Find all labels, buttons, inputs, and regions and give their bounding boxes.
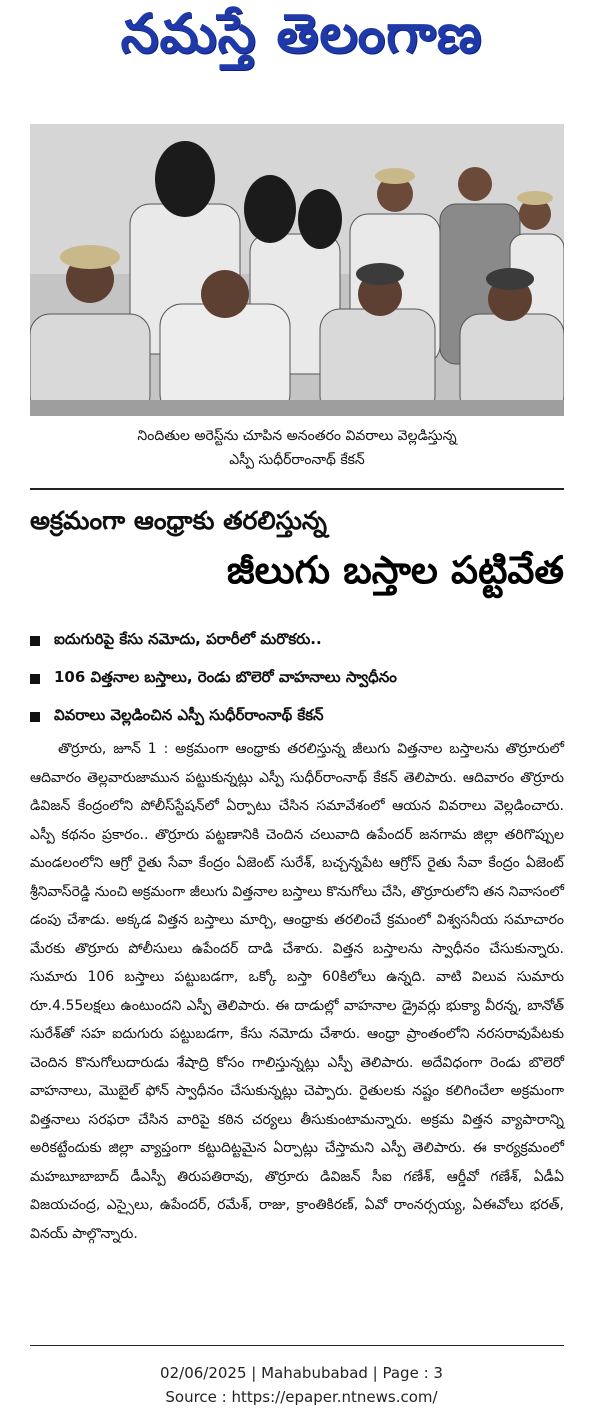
article-headline: జీలుగు బస్తాల పట్టివేత xyxy=(226,548,564,592)
footer-source: Source : https://epaper.ntnews.com/ xyxy=(165,1388,438,1406)
bullet-square-icon xyxy=(30,712,40,722)
masthead xyxy=(0,1,603,76)
highlight-text: 106 విత్తనాల బస్తాలు, రెండు బొలెరో వాహనాలు స్వాధీనం xyxy=(54,668,397,686)
news-photo xyxy=(30,124,564,416)
highlight-text: ఐదుగురిపై కేసు నమోదు, పరారీలో మరొకరు.. xyxy=(54,630,322,648)
highlight-text: వివరాలు వెల్లడించిన ఎస్పీ సుధీర్‌రాంనాథ్ కేకన్ xyxy=(54,706,324,724)
highlight-item xyxy=(30,698,564,736)
photo-caption-line-2: ఎస్పీ సుధీర్‌రాంనాథ్ కేకన్ xyxy=(229,452,365,468)
article-kicker: అక్రమంగా ఆంధ్రాకు తరలిస్తున్న xyxy=(30,506,327,535)
article-body: తొర్రూరు, జూన్ 1 : అక్రమంగా ఆంధ్రాకు తరలిస్తున్న జీలుగు విత్తనాల బస్తాలను తొర్రూరులో ఆదివారం తెల్లవారుజామున పట్టుకున్నట్లు ఎస్పీ సుధీర్‌రాంనాథ్ కేకన్ తెలిపారు. ఆదివారం తొర్రూరు డివిజన్ కేంద్రంలోని పోలీస్‌స్టేషన్‌లో ఏర్పాటు చేసిన సమావేశంలో ఆయన వివరాలు వెల్లడించారు. ఎస్పీ కథనం ప్రకారం.. తొర్రూరు పట్టణానికి చెందిన చలువాది ఉపేందర్ జనగామ జిల్లా తరిగొప్పుల మండలంలోని ఆగ్రో రైతు సేవా కేంద్రం ఏజెంట్ సురేశ్, బచ్చన్నపేట ఆగ్రోస్ రైతు సేవా కేంద్రం ఏజెంట్ శ్రీనివాస్‌రెడ్డి నుంచి అక్రమంగా జీలుగు విత్తనాల బస్తాలు కొనుగోలు చేసి, తొర్రూరులోని తన నివాసంలో డంపు చేశాడు. అక్కడ విత్తన బస్తాలు మార్చి, ఆంధ్రాకు తరలించే క్రమంలో విశ్వసనీయ సమాచారం మేరకు తొర్రూరు పోలీసులు ఉపేందర్ దాడి చేశారు. విత్తన బస్తాలను స్వాధీనం చేసుకున్నారు. సుమారు 106 బస్తాలు పట్టుబడగా, ఒక్కో బస్తా 60కిలోలు ఉన్నది. వాటి విలువ సుమారు రూ.4.55లక్షలు ఉంటుందని ఎస్పీ తెలిపారు. ఈ దాడుల్లో వాహనాల డ్రైవర్లు భుక్యా వీరన్న, బానోత్ సురేశ్‌తో సహ ఐదుగురు పట్టుబడగా, కేసు నమోదు చేశారు. ఆంధ్రా ప్రాంతంలోని నరసరావుపేటకు చెందిన కొనుగోలుదారుడు శేషాద్రి కోసం గాలిస్తున్నట్లు ఎస్పీ తెలిపారు. అదేవిధంగా రెండు బొలెరో వాహనాలు, మొబైల్ ఫోన్ స్వాధీనం చేసుకున్నట్లు చెప్పారు. రైతులకు నష్టం కలిగించేలా అక్రమంగా విత్తనాలు సరఫరా చేసిన వారిపై కఠిన చర్యలు తీసుకుంటామన్నారు. అక్రమ విత్తన వ్యాపారాన్ని అరికట్టేందుకు జిల్లా వ్యాప్తంగా కట్టుదిట్టమైన ఏర్పాట్లు చేస్తామని ఎస్పీ తెలిపారు. ఈ కార్యక్రమంలో మహబూబాబాద్ డీఎస్పీ తిరుపతిరావు, తొర్రూరు డివిజన్ సీఐ గణేశ్, ఆర్డీవో గణేశ్, ఏడీఏ విజయచంద్ర, ఎస్సైలు, ఉపేందర్, రమేశ్, రాజు, క్రాంతికిరణ్, ఏవో రాంనర్సయ్య, ఏఈవోలు భరత్, వినయ్ పాల్గొన్నారు. xyxy=(30,741,564,1242)
bullet-square-icon xyxy=(30,674,40,684)
masthead-title: నమస్తే తెలంగాణ xyxy=(120,1,483,65)
highlight-item xyxy=(30,622,564,660)
highlight-item xyxy=(30,660,564,698)
highlight-list xyxy=(30,622,564,736)
photo-caption xyxy=(30,424,564,472)
footer-dateline: 02/06/2025 | Mahabubabad | Page : 3 xyxy=(160,1364,443,1382)
divider-top xyxy=(30,488,564,490)
photo-caption-line-1: నిందితుల అరెస్ట్‌ను చూపిన అనంతరం వివరాలు వెల్లడిస్తున్న xyxy=(137,428,457,444)
bullet-square-icon xyxy=(30,636,40,646)
divider-bottom xyxy=(30,1345,564,1346)
